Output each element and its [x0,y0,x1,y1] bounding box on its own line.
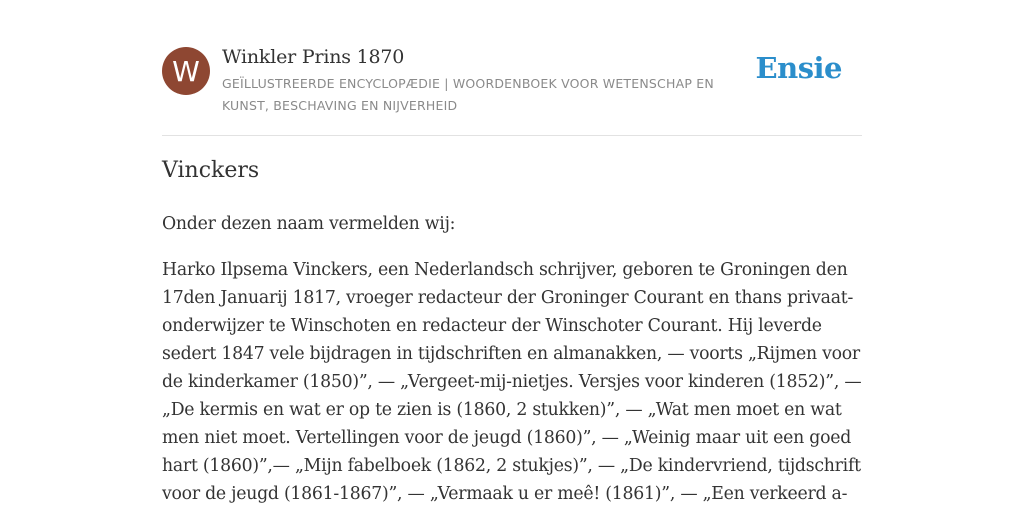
source-header [162,0,862,136]
source-avatar[interactable]: W [162,47,210,95]
entry-body [162,210,867,526]
entry-headword: Vinckers [162,158,260,183]
entry-paragraph: Onder dezen naam vermelden wij: [162,214,456,234]
source-title[interactable]: Winkler Prins 1870 [222,46,405,68]
source-subtitle: GEÏLLUSTREERDE ENCYCLOPÆDIE | WOORDENBOEK VOOR WETENSCHAP EN KUNST, BESCHAVING EN NIJVERHEID [222,76,714,113]
ensie-logo[interactable]: Ensie [755,51,842,85]
entry-paragraph: Harko Ilpsema Vinckers, een Nederlandsch schrijver, geboren te Groningen den 17den Januarij 1817, vroeger redacteur der Groninger Courant en thans privaat-onderwijzer te Winschoten en redacteur der Winschoter Courant. Hij leverde sedert 1847 vele bijdragen in tijdschriften en almanakken, — voorts „Rijmen voor de kinderkamer (1850)”, — „Vergeet-mij-nietjes. Versjes voor kinderen (1852)”, — „De kermis en wat er op te zien is (1860, 2 stukken)”, — „Wat men moet en wat men niet moet. Vertellingen voor de jeugd (1860)”, — „Weinig maar uit een goed hart (1860)”,— „Mijn fabelboek (1862, 2 stukjes)”, — „De kindervriend, tijdschrift voor de jeugd (1861-1867)”, — „Vermaak u er meê! (1861)”, — „Een verkeerd a- [162,260,862,504]
page-container [162,0,862,504]
